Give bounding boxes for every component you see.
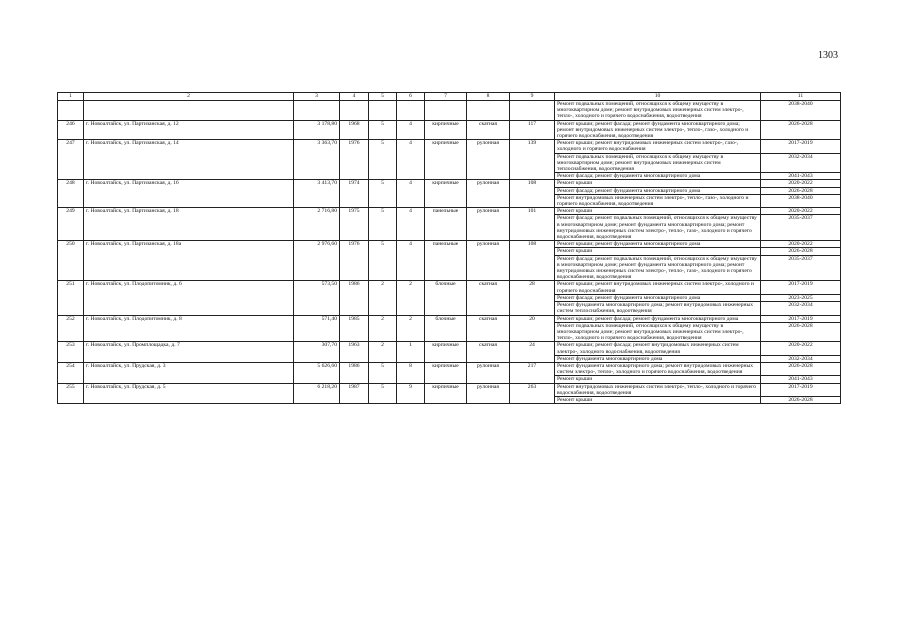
- address-cell: г. Новоалтайск, ул. Партизанская, д. 18а: [84, 241, 294, 281]
- repair-schedule-table: [57, 92, 841, 404]
- year-cell: 1986: [340, 362, 369, 383]
- entrances-cell: 9: [397, 383, 425, 404]
- work-type-cell: Ремонт крыши: [555, 208, 761, 215]
- entrances-cell: 2: [397, 315, 425, 342]
- work-type-cell: Ремонт крыши: [555, 248, 761, 255]
- apartments-cell: 101: [510, 208, 555, 241]
- period-cell: 2026-2028: [761, 187, 841, 194]
- period-cell: 2032-2034: [761, 302, 841, 315]
- entrances-cell: 2: [397, 281, 425, 315]
- entrances-cell: 4: [397, 180, 425, 208]
- floors-cell: 5: [369, 383, 397, 404]
- period-cell: 2017-2019: [761, 383, 841, 396]
- period-cell: 2023-2025: [761, 294, 841, 301]
- floors-cell: 5: [369, 140, 397, 180]
- walls-cell: блочные: [425, 281, 467, 315]
- period-cell: 2017-2019: [761, 315, 841, 322]
- area-cell: [294, 101, 340, 121]
- address-cell: г. Новоалтайск, ул. Партизанская, д. 16: [84, 180, 294, 208]
- row-number: 247: [58, 140, 84, 180]
- column-header: 10: [555, 93, 761, 101]
- period-cell: 2038-2040: [761, 101, 841, 121]
- walls-cell: кирпичные: [425, 383, 467, 404]
- address-cell: г. Новоалтайск, ул. Промплощадка, д. 7: [84, 342, 294, 363]
- row-number: 252: [58, 315, 84, 342]
- work-type-cell: Ремонт внутридомовых инженерных систем электро-, тепло-, холодного и горячего водоснабжения, водоотведения: [555, 383, 761, 396]
- work-type-cell: Ремонт крыши; ремонт фасада; ремонт внутридомовых инженерных систем электро-, холодного водоснабжения, водоотведения: [555, 342, 761, 355]
- area-cell: 2 976,60: [294, 241, 340, 281]
- entrances-cell: 4: [397, 120, 425, 140]
- address-cell: г. Новоалтайск, ул. Партизанская, д. 18: [84, 208, 294, 241]
- row-number: 251: [58, 281, 84, 315]
- period-cell: 2026-2028: [761, 248, 841, 255]
- apartments-cell: 263: [510, 383, 555, 404]
- work-type-cell: Ремонт фасада; ремонт фундамента многоквартирного дома: [555, 173, 761, 180]
- work-type-cell: Ремонт фасада; ремонт подвальных помещений, относящихся к общему имуществу в многоквартирном доме; ремонт фундамента многоквартирного дома; ремонт внутридомовых инженерных систем электро-, тепло-, газо-, холодного и горячего водоснабжения, водоотведения: [555, 255, 761, 281]
- year-cell: 1963: [340, 342, 369, 363]
- column-header: 7: [425, 93, 467, 101]
- walls-cell: блочные: [425, 315, 467, 342]
- roof-cell: рулонная: [467, 362, 510, 383]
- entrances-cell: 4: [397, 241, 425, 281]
- table-row: [58, 362, 841, 375]
- column-header: 9: [510, 93, 555, 101]
- work-type-cell: Ремонт фасада; ремонт фундамента многоквартирного дома: [555, 294, 761, 301]
- walls-cell: [425, 101, 467, 121]
- work-type-cell: Ремонт подвальных помещений, относящихся к общему имуществу в многоквартирном доме; ремонт внутридомовых инженерных систем электро-, тепло-, холодного и горячего водоснабжения, водоотведения: [555, 322, 761, 342]
- entrances-cell: 4: [397, 208, 425, 241]
- entrances-cell: 4: [397, 140, 425, 180]
- table-row: [58, 180, 841, 187]
- period-cell: 2026-2028: [761, 322, 841, 342]
- year-cell: 1976: [340, 241, 369, 281]
- work-type-cell: Ремонт фасада; ремонт подвальных помещений, относящихся к общему имуществу в многоквартирном доме; ремонт фундамента многоквартирного дома; ремонт внутридомовых инженерных систем электро-, тепло-, газо-, холодного и горячего водоснабжения, водоотведения: [555, 215, 761, 241]
- table-row: [58, 208, 841, 215]
- floors-cell: 5: [369, 208, 397, 241]
- roof-cell: скатная: [467, 281, 510, 315]
- walls-cell: кирпичные: [425, 362, 467, 383]
- address-cell: г. Новоалтайск, ул. Прудская, д. 3: [84, 362, 294, 383]
- work-type-cell: Ремонт крыши: [555, 180, 761, 187]
- apartments-cell: 108: [510, 180, 555, 208]
- work-type-cell: Ремонт крыши; ремонт фасада; ремонт фундамента многоквартирного дома: [555, 315, 761, 322]
- address-cell: г. Новоалтайск, ул. Плодопитомник, д. 8: [84, 315, 294, 342]
- table-row: [58, 315, 841, 322]
- period-cell: 2035-2037: [761, 255, 841, 281]
- period-cell: 2032-2034: [761, 355, 841, 362]
- apartments-cell: 139: [510, 140, 555, 180]
- table-row: [58, 120, 841, 140]
- address-cell: г. Новоалтайск, ул. Партизанская, д. 14: [84, 140, 294, 180]
- walls-cell: панельные: [425, 241, 467, 281]
- floors-cell: 5: [369, 180, 397, 208]
- apartments-cell: [510, 101, 555, 121]
- address-cell: г. Новоалтайск, ул. Прудская, д. 5: [84, 383, 294, 404]
- table-row: [58, 140, 841, 153]
- table-row: [58, 101, 841, 121]
- work-type-cell: Ремонт крыши: [555, 376, 761, 383]
- row-number: 255: [58, 383, 84, 404]
- floors-cell: 2: [369, 315, 397, 342]
- row-number: 248: [58, 180, 84, 208]
- column-number-row: [58, 93, 841, 101]
- period-cell: 2041-2043: [761, 173, 841, 180]
- year-cell: 1976: [340, 140, 369, 180]
- walls-cell: кирпичные: [425, 140, 467, 180]
- roof-cell: скатная: [467, 315, 510, 342]
- year-cell: 1974: [340, 180, 369, 208]
- year-cell: 1987: [340, 383, 369, 404]
- table-row: [58, 281, 841, 294]
- period-cell: 2020-2022: [761, 180, 841, 187]
- column-header: 11: [761, 93, 841, 101]
- period-cell: 2032-2034: [761, 153, 841, 173]
- entrances-cell: 1: [397, 342, 425, 363]
- table-row: [58, 383, 841, 396]
- year-cell: 1968: [340, 120, 369, 140]
- area-cell: 307,70: [294, 342, 340, 363]
- work-type-cell: Ремонт фасада; ремонт фундамента многоквартирного дома: [555, 187, 761, 194]
- column-header: 3: [294, 93, 340, 101]
- walls-cell: кирпичные: [425, 120, 467, 140]
- work-type-cell: Ремонт внутридомовых инженерных систем электро-, тепло-, газо-, холодного и горячего водоснабжения, водоотведения: [555, 194, 761, 207]
- apartments-cell: 20: [510, 315, 555, 342]
- address-cell: г. Новоалтайск, ул. Партизанская, д. 12: [84, 120, 294, 140]
- period-cell: 2026-2028: [761, 120, 841, 140]
- work-type-cell: Ремонт крыши; ремонт фасада; ремонт фундамента многоквартирного дома; ремонт внутридомовых инженерных систем электро-, тепло-, газо-, холодного и горячего водоснабжения, водоотведения: [555, 120, 761, 140]
- roof-cell: [467, 101, 510, 121]
- apartments-cell: 108: [510, 241, 555, 281]
- apartments-cell: 28: [510, 281, 555, 315]
- floors-cell: 5: [369, 120, 397, 140]
- roof-cell: рулонная: [467, 140, 510, 180]
- period-cell: 2020-2022: [761, 342, 841, 355]
- apartments-cell: 217: [510, 362, 555, 383]
- table-row: [58, 342, 841, 355]
- floors-cell: 2: [369, 281, 397, 315]
- area-cell: 573,50: [294, 281, 340, 315]
- period-cell: 2026-2028: [761, 396, 841, 403]
- page-number: 1303: [818, 50, 838, 61]
- column-header: 5: [369, 93, 397, 101]
- entrances-cell: [397, 101, 425, 121]
- table-body: [58, 101, 841, 404]
- work-type-cell: Ремонт крыши: [555, 396, 761, 403]
- year-cell: 1975: [340, 208, 369, 241]
- roof-cell: рулонная: [467, 383, 510, 404]
- row-number: 246: [58, 120, 84, 140]
- roof-cell: рулонная: [467, 241, 510, 281]
- work-type-cell: Ремонт крыши; ремонт фундамента многоквартирного дома: [555, 241, 761, 248]
- roof-cell: рулонная: [467, 180, 510, 208]
- floors-cell: 5: [369, 241, 397, 281]
- walls-cell: кирпичные: [425, 180, 467, 208]
- work-type-cell: Ремонт подвальных помещений, относящихся к общему имуществу в многоквартирном доме; ремонт внутридомовых инженерных систем теплоснабжения, водоотведения: [555, 153, 761, 173]
- row-number: 249: [58, 208, 84, 241]
- roof-cell: рулонная: [467, 208, 510, 241]
- work-type-cell: Ремонт подвальных помещений, относящихся к общему имуществу в многоквартирном доме; ремонт внутридомовых инженерных систем электро-, тепло-, холодного и горячего водоснабжения, водоотведения: [555, 101, 761, 121]
- work-type-cell: Ремонт крыши; ремонт внутридомовых инженерных систем электро-, газо-, холодного и горячего водоснабжения: [555, 140, 761, 153]
- floors-cell: 2: [369, 342, 397, 363]
- floors-cell: [369, 101, 397, 121]
- area-cell: 571,40: [294, 315, 340, 342]
- column-header: 4: [340, 93, 369, 101]
- area-cell: 6 218,20: [294, 383, 340, 404]
- apartments-cell: 117: [510, 120, 555, 140]
- work-type-cell: Ремонт фундамента многоквартирного дома; ремонт внутридомовых инженерных систем электро-, тепло-, холодного и горячего водоснабжения, водоотведения: [555, 362, 761, 375]
- period-cell: 2041-2043: [761, 376, 841, 383]
- area-cell: 3 413,70: [294, 180, 340, 208]
- roof-cell: скатная: [467, 342, 510, 363]
- address-cell: [84, 101, 294, 121]
- period-cell: 2026-2028: [761, 362, 841, 375]
- period-cell: 2017-2019: [761, 140, 841, 153]
- area-cell: 3 178,80: [294, 120, 340, 140]
- column-header: 2: [84, 93, 294, 101]
- row-number: [58, 101, 84, 121]
- walls-cell: панельные: [425, 208, 467, 241]
- work-type-cell: Ремонт фундамента многоквартирного дома: [555, 355, 761, 362]
- entrances-cell: 8: [397, 362, 425, 383]
- area-cell: 5 626,60: [294, 362, 340, 383]
- work-type-cell: Ремонт фундамента многоквартирного дома; ремонт внутридомовых инженерных систем теплоснабжения, водоотведения: [555, 302, 761, 315]
- roof-cell: скатная: [467, 120, 510, 140]
- column-header: 6: [397, 93, 425, 101]
- row-number: 253: [58, 342, 84, 363]
- row-number: 254: [58, 362, 84, 383]
- area-cell: 3 363,70: [294, 140, 340, 180]
- address-cell: г. Новоалтайск, ул. Плодопитомник, д. 6: [84, 281, 294, 315]
- apartments-cell: 24: [510, 342, 555, 363]
- period-cell: 2038-2040: [761, 194, 841, 207]
- area-cell: 2 716,80: [294, 208, 340, 241]
- period-cell: 2017-2019: [761, 281, 841, 294]
- row-number: 250: [58, 241, 84, 281]
- table-row: [58, 241, 841, 248]
- column-header: 1: [58, 93, 84, 101]
- year-cell: 1986: [340, 281, 369, 315]
- period-cell: 2035-2037: [761, 215, 841, 241]
- work-type-cell: Ремонт крыши; ремонт внутридомовых инженерных систем электро-, холодного и горячего водоснабжения: [555, 281, 761, 294]
- period-cell: 2020-2022: [761, 241, 841, 248]
- period-cell: 2020-2022: [761, 208, 841, 215]
- floors-cell: 5: [369, 362, 397, 383]
- walls-cell: кирпичные: [425, 342, 467, 363]
- column-header: 8: [467, 93, 510, 101]
- year-cell: [340, 101, 369, 121]
- year-cell: 1985: [340, 315, 369, 342]
